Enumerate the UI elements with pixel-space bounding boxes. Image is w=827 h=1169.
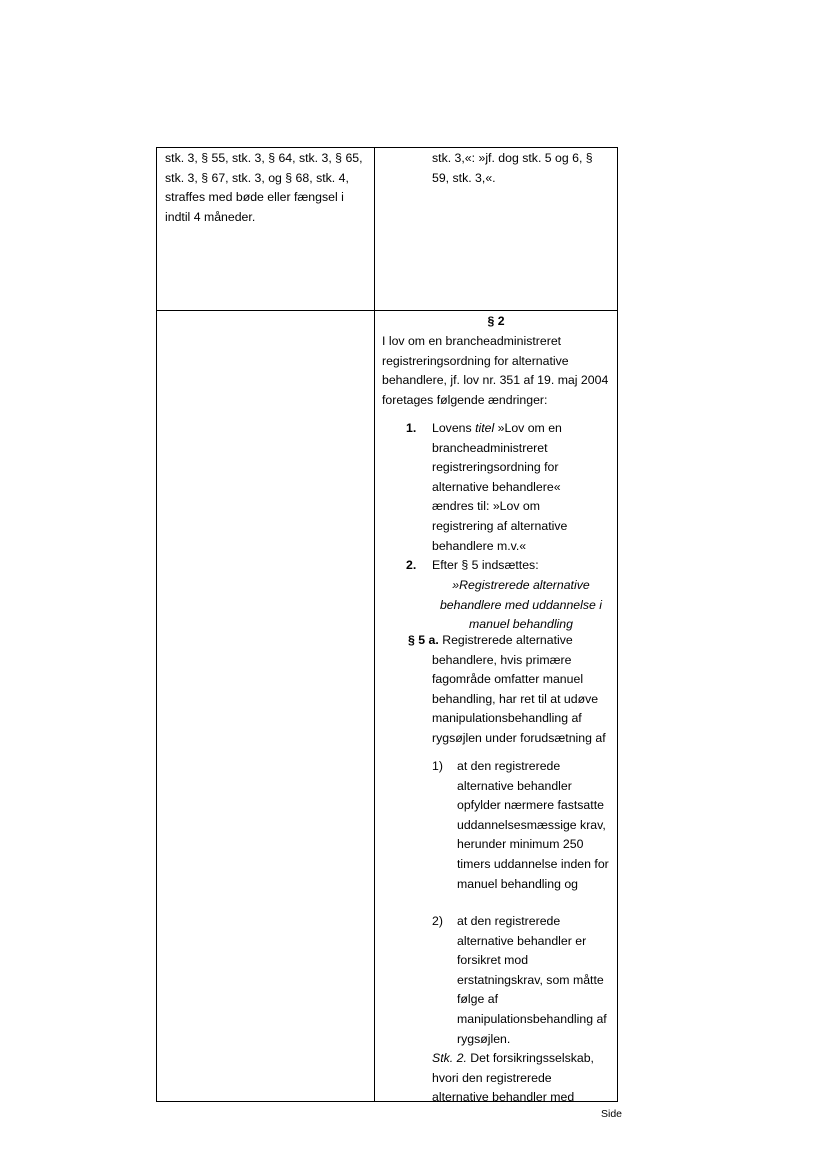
table-1-column-divider (374, 148, 375, 310)
stk-2-label: Stk. 2. (432, 1051, 467, 1065)
item-1-text-italic: titel (475, 421, 495, 435)
section-5a-label: § 5 a. (408, 633, 439, 647)
page-footer-label: Side (601, 1108, 623, 1120)
section-heading: § 2 (487, 314, 505, 328)
condition-1-text: at den registrerede alternative behandler opfylder nærmere fastsatte uddannelsesmæssige krav, herunder minimum 250 timers uddannelse inden for manuel behandling og (457, 759, 609, 891)
section-5a-text: Registrerede alternative behandlere, hvis primære fagområde omfatter manuel behandling, har ret til at udøve manipulationsbehandling af rygsøjlen under forudsætning af (432, 633, 606, 745)
amendment-intro: I lov om en brancheadministreret registreringsordning for alternative behandlere, jf. lov nr. 351 af 19. maj 2004 foretages følgende ændringer: (382, 334, 609, 407)
item-1-text-post: »Lov om en brancheadministreret registreringsordning for alternative behandlere« ændres til: »Lov om registrering af alternative behandlere m.v.« (432, 421, 568, 553)
table-2-column-divider (374, 311, 375, 1101)
item-1-text-pre: Lovens (432, 421, 476, 435)
condition-2-text: at den registrerede alternative behandler er forsikret mod erstatningskrav, som måtte følge af manipulationsbehandling af rygsøjlen. (457, 914, 607, 1046)
table-1-right-cell: stk. 3,«: »jf. dog stk. 5 og 6, § 59, stk. 3,«. (432, 151, 593, 185)
section-5a (408, 631, 610, 749)
item-2-text: Efter § 5 indsættes: (432, 558, 539, 572)
condition-2-number: 2) (432, 914, 443, 928)
condition-1-number: 1) (432, 759, 443, 773)
inserted-heading: »Registrerede alternative behandlere med uddannelse i manuel behandling (439, 578, 603, 632)
stk-2-paragraph (432, 1049, 610, 1108)
item-1-text (432, 419, 592, 556)
table-1-left-cell: stk. 3, § 55, stk. 3, § 64, stk. 3, § 65, stk. 3, § 67, stk. 3, og § 68, stk. 4, straffes med bøde eller fængsel i indtil 4 måneder. (165, 151, 363, 224)
item-1-number: 1. (406, 421, 417, 435)
item-2-number: 2. (406, 558, 417, 572)
stk-2-text: Det forsikringsselskab, hvori den registrerede alternative behandler med (432, 1051, 594, 1105)
